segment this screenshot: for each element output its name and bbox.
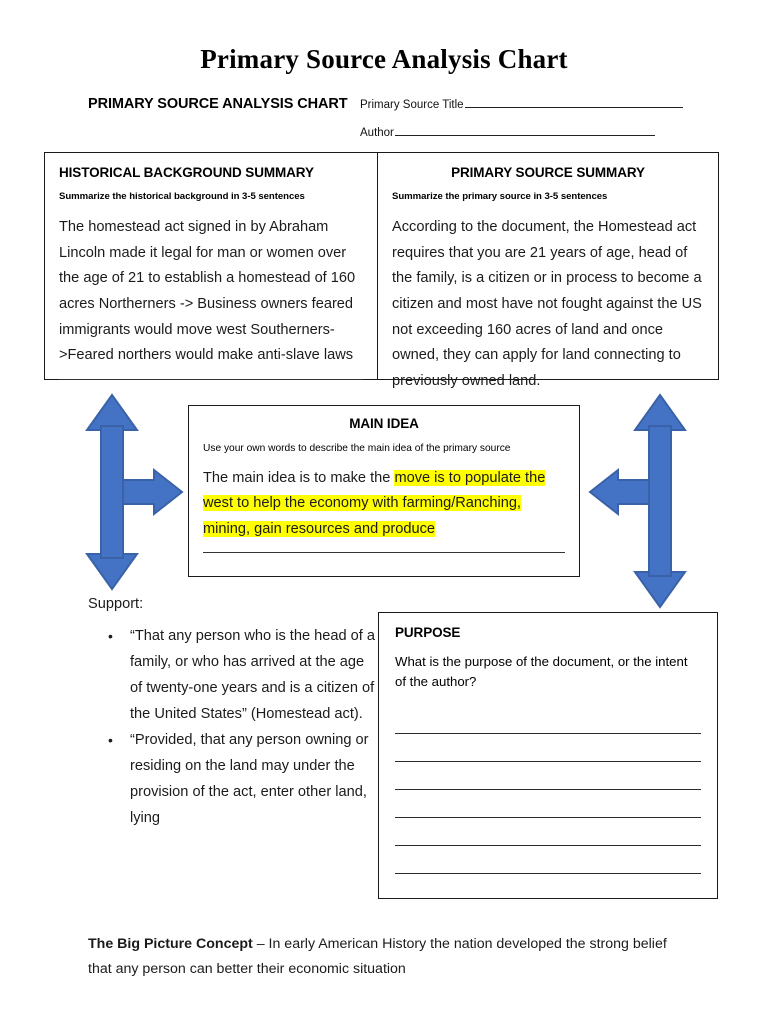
list-item: • “Provided, that any person owning or residing on the land may under the provision of the act, enter other land, lying [130, 728, 378, 832]
purpose-heading: PURPOSE [395, 625, 461, 640]
primary-source-summary-heading: PRIMARY SOURCE SUMMARY [451, 165, 645, 180]
big-picture-concept [88, 932, 688, 982]
right-double-arrow-icon [586, 392, 690, 610]
author-field[interactable] [360, 127, 655, 139]
historical-background-response: The homestead act signed in by Abraham Lincoln made it legal for man or women over the age of 21 to establish a homestead of 160 acres Northerners -> Business owners feared immigrants would move west Southerners->Feared northers would make anti-slave laws [59, 219, 356, 364]
main-idea-blank-line [203, 552, 565, 553]
header-row [88, 94, 708, 146]
primary-source-title-field[interactable] [360, 99, 683, 111]
primary-source-summary-instruction: Summarize the primary source in 3-5 sentences [392, 191, 608, 202]
left-double-arrow-icon [82, 392, 186, 592]
main-idea-heading: MAIN IDEA [349, 416, 419, 431]
purpose-blank-line[interactable] [395, 734, 701, 762]
primary-source-summary-response: According to the document, the Homestead act requires that you are 21 years of age, head of the family, is a citizen or in process to become a citizen and most have not fought against the US not exceeding 160 acres of land and once owned, they can apply for land connecting to previously owned land. [392, 219, 702, 390]
purpose-blank-line[interactable] [395, 706, 701, 734]
list-item: • “That any person who is the head of a family, or who has arrived at the age of twenty-one years and is a citizen of the United States” (Homestead act). [130, 624, 378, 728]
purpose-answer-lines[interactable] [395, 706, 701, 874]
author-rule [395, 128, 655, 136]
support-label: Support: [88, 596, 144, 612]
primary-source-summary-box [377, 152, 719, 390]
big-picture-text: – In early American History the nation developed the strong belief that any person can better their economic situation [88, 936, 667, 977]
big-picture-label: The Big Picture Concept [88, 936, 253, 952]
main-idea-response-highlighted: move is to populate the west to help the economy with farming/Ranching, mining, gain resources and produce [203, 470, 546, 537]
purpose-box [378, 612, 718, 899]
purpose-blank-line[interactable] [395, 818, 701, 846]
chart-label: PRIMARY SOURCE ANALYSIS CHART [88, 96, 348, 112]
main-idea-response-plain: The main idea is to make the [203, 470, 395, 486]
purpose-blank-line[interactable] [395, 846, 701, 874]
purpose-question: What is the purpose of the document, or the intent of the author? [395, 654, 688, 689]
primary-source-title-label: Primary Source Title [360, 99, 464, 111]
page-title: Primary Source Analysis Chart [200, 44, 568, 74]
main-idea-response [203, 466, 565, 542]
historical-background-instruction: Summarize the historical background in 3-5 sentences [59, 191, 305, 202]
primary-source-title-rule [465, 100, 683, 108]
historical-background-blank-line [59, 379, 363, 380]
historical-background-heading: HISTORICAL BACKGROUND SUMMARY [59, 165, 314, 180]
purpose-blank-line[interactable] [395, 762, 701, 790]
main-idea-instruction: Use your own words to describe the main idea of the primary source [203, 443, 511, 454]
historical-background-box [44, 152, 378, 380]
author-label: Author [360, 127, 394, 139]
main-idea-box [188, 405, 580, 577]
purpose-blank-line[interactable] [395, 790, 701, 818]
support-list [88, 624, 378, 832]
